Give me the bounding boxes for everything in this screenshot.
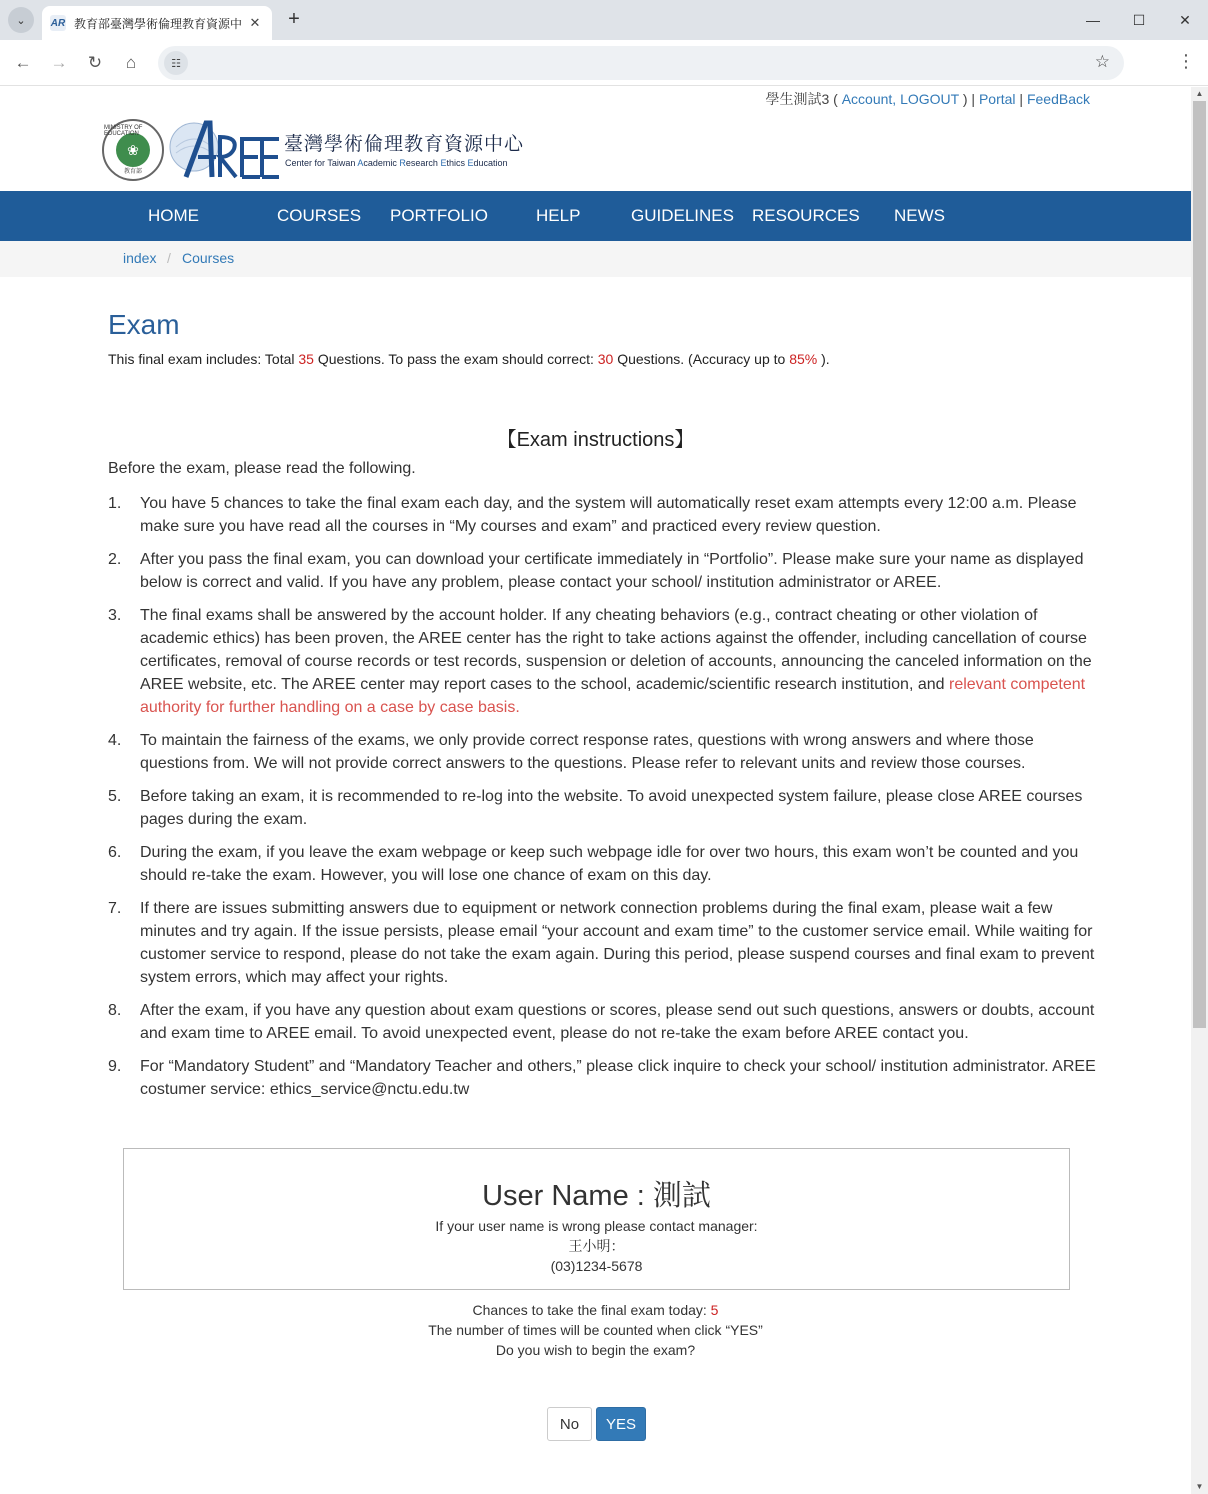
- list-item: 1. You have 5 chances to take the final exam each day, and the system will automatically reset exam attempts every 12:00 a.m. Please make sure you have read all the courses in “My courses and exam” and practiced every review question.: [108, 495, 1077, 535]
- moe-seal-logo: [102, 119, 164, 181]
- browser-menu-icon[interactable]: ⋮: [1177, 51, 1195, 71]
- scrollbar-thumb[interactable]: [1193, 101, 1206, 1028]
- breadcrumb-index[interactable]: index: [123, 250, 157, 266]
- chances-line: Chances to take the final exam today: 5: [472, 1302, 719, 1318]
- moe-seal-zh: 教育部: [123, 169, 142, 175]
- highlight-text: relevant competent authority for further handling on a case by case basis.: [140, 676, 1086, 716]
- bookmark-star-icon[interactable]: ☆: [1094, 52, 1110, 71]
- favicon-icon: AR: [50, 15, 66, 31]
- back-icon[interactable]: ←: [14, 53, 32, 72]
- scroll-up-icon[interactable]: ▲: [1195, 89, 1204, 98]
- list-item: 2. After you pass the final exam, you can download your certificate immediately in “Portfolio”. Please make sure your name as displayed below is correct and valid. If you have any problem, please contact your school/ institution administrator or AREE.: [108, 551, 1084, 591]
- pass-questions: 30: [597, 351, 614, 367]
- page-viewport: [0, 87, 1191, 1494]
- breadcrumb-courses[interactable]: Courses: [182, 250, 235, 266]
- tab-search-button[interactable]: [8, 7, 34, 33]
- list-item: 5. Before taking an exam, it is recommended to re-log into the website. To avoid unexpected system failure, please close AREE courses pages during the exam.: [108, 788, 1083, 828]
- list-item: 4. To maintain the fairness of the exams, we only provide correct response rates, questions with wrong answers and where those questions from. We will not provide correct answers to the questions. Please refer to relevant units and review those courses.: [108, 732, 1034, 772]
- user-name: User Name : 測試: [482, 1180, 711, 1212]
- browser-tab[interactable]: [42, 6, 272, 40]
- list-item: 7. If there are issues submitting answers due to equipment or network connection problems during the final exam, please wait a few minutes and try again. If the issue persists, please email “your account and exam time” to the customer service email. While waiting for customer service to respond, please do not take the exam again. During this period, please suspend courses and final exam to prevent system errors, which may affect your rights.: [108, 900, 1095, 986]
- site-logo[interactable]: [102, 117, 532, 183]
- address-bar[interactable]: [158, 46, 1124, 80]
- logout-link[interactable]: LOGOUT: [900, 91, 959, 107]
- logo-english-subtitle: Center for Taiwan Academic Research Ethics Education: [285, 158, 508, 168]
- chevron-down-icon: ⌄: [16, 14, 26, 27]
- tab-title: 教育部臺灣學術倫理教育資源中: [74, 16, 243, 31]
- list-item: 3. The final exams shall be answered by the account holder. If any cheating behaviors (e.g., contract cheating or other violation of academic ethics) has been proven, the AREE center has the right to take actions against the offender, including cancellation of course certificates, removal of course records or test records, suspension or deletion of accounts, announcing the canceled information on the AREE website, etc. The AREE center may report cases to the school, academic/scientific research institution, and relevant competent authority for further handling on a case by case basis.: [108, 607, 1092, 716]
- accuracy-value: 85%: [789, 351, 818, 367]
- breadcrumb: [0, 241, 1191, 277]
- reload-icon[interactable]: ↻: [87, 53, 103, 72]
- sprout-icon: ❀: [116, 133, 150, 167]
- exam-summary: This final exam includes: Total 35 Questions. To pass the exam should correct: 30 Questions. (Accuracy up to 85% ).: [108, 351, 830, 367]
- page-title: Exam: [108, 309, 180, 340]
- exam-confirm: [0, 1300, 1191, 1360]
- logo-chinese-title: 臺灣學術倫理教育資源中心: [284, 133, 525, 155]
- breadcrumb-separator: /: [167, 250, 171, 266]
- instructions-title: 【Exam instructions】: [496, 429, 695, 451]
- list-item: 9. For “Mandatory Student” and “Mandatory Teacher and others,” please click inquire to check your school/ institution administrator. AREE costumer service: ethics_service@nctu.edu.tw: [108, 1058, 1096, 1098]
- no-button[interactable]: No: [547, 1407, 592, 1441]
- browser-toolbar: [0, 40, 1208, 86]
- nav-portfolio[interactable]: PORTFOLIO: [390, 206, 488, 225]
- yes-button[interactable]: YES: [596, 1407, 646, 1441]
- list-item: 6. During the exam, if you leave the exam webpage or keep such webpage idle for over two hours, this exam won’t be counted and you should re-take the exam. However, you will lose one chance of exam on this day.: [108, 844, 1079, 884]
- minimize-icon[interactable]: —: [1086, 12, 1100, 28]
- nav-guidelines[interactable]: GUIDELINES: [631, 206, 734, 225]
- main-nav: [0, 191, 1191, 241]
- page-scrollbar[interactable]: [1191, 87, 1208, 1494]
- nav-courses[interactable]: COURSES: [277, 206, 362, 225]
- aree-logo-mark: [168, 117, 280, 183]
- home-icon[interactable]: ⌂: [125, 53, 137, 72]
- nav-news[interactable]: NEWS: [894, 206, 945, 225]
- nav-home[interactable]: HOME: [148, 206, 199, 225]
- scroll-down-icon[interactable]: ▼: [1195, 1482, 1204, 1491]
- nav-help[interactable]: HELP: [536, 206, 581, 225]
- contact-name: 王小明：: [568, 1238, 625, 1254]
- moe-seal-text: MINISTRY OF EDUCATION: [104, 125, 143, 137]
- site-settings-icon[interactable]: ☷: [164, 51, 188, 75]
- instructions-list: [108, 492, 1098, 1111]
- counted-note: The number of times will be counted when click “YES”: [428, 1322, 763, 1338]
- portal-link[interactable]: Portal: [978, 91, 1016, 107]
- user-name-panel: [123, 1148, 1070, 1290]
- chances-count: 5: [710, 1302, 719, 1318]
- close-window-icon[interactable]: ✕: [1179, 11, 1191, 28]
- wrong-name-note: If your user name is wrong please contact manager:: [435, 1218, 758, 1234]
- user-label: 學生測試3: [765, 91, 830, 107]
- browser-tabbar: [0, 0, 1208, 40]
- new-tab-button[interactable]: +: [288, 8, 300, 30]
- nav-resources[interactable]: RESOURCES: [752, 206, 860, 225]
- contact-phone: (03)1234-5678: [550, 1258, 643, 1274]
- account-link[interactable]: Account,: [841, 91, 897, 107]
- user-bar: 學生測試3 ( Account, LOGOUT ) | Portal | FeedBack: [765, 91, 1090, 107]
- begin-question: Do you wish to begin the exam?: [495, 1342, 696, 1358]
- list-item: 8. After the exam, if you have any question about exam questions or scores, please send out such questions, answers or doubts, account and exam time to AREE email. To avoid unexpected event, please do not re-take the exam before AREE contact you.: [108, 1002, 1095, 1042]
- maximize-icon[interactable]: ☐: [1132, 11, 1146, 28]
- close-tab-icon[interactable]: ✕: [249, 15, 261, 30]
- instructions-lead: Before the exam, please read the following.: [108, 460, 416, 477]
- total-questions: 35: [298, 351, 314, 367]
- feedback-link[interactable]: FeedBack: [1026, 91, 1090, 107]
- forward-icon[interactable]: →: [50, 53, 68, 72]
